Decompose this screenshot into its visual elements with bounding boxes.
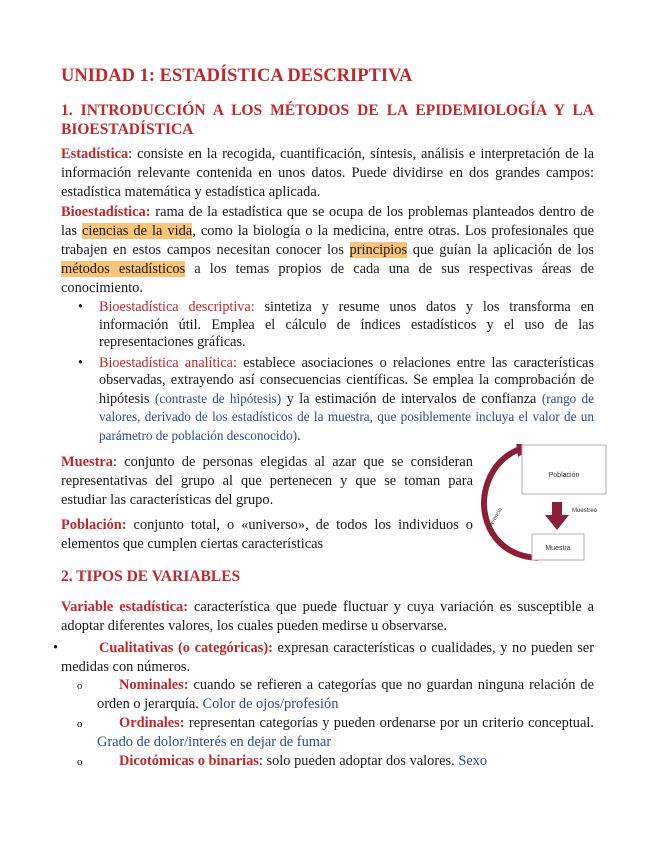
cualitativas-term: Cualitativas (o categóricas): xyxy=(99,640,273,656)
muestra-paragraph xyxy=(61,453,473,510)
bullet-text: sintetiza y resume unos datos y los transforma en información útil. Emplea el cálculo de índices estadísticos y el uso de las representaciones gráficas. xyxy=(99,299,594,350)
list-item xyxy=(61,355,594,446)
population-sample-diagram xyxy=(476,444,610,562)
bioestadistica-text-1: rama de la estadística que se ocupa de los problemas planteados dentro de las xyxy=(61,204,594,239)
bioestadistica-text-3: que guían la aplicación de los xyxy=(407,242,595,258)
sampling-arrow-shaft xyxy=(552,502,562,516)
variable-text: característica que puede fluctuar y cuya variación es susceptible a adoptar diferentes valores, los cuales pueden medirse u observarse. xyxy=(61,599,594,634)
bullet-term: Bioestadística descriptiva: xyxy=(99,299,255,315)
bullet-icon: • xyxy=(53,640,59,656)
subitem-text: representan categorías y pueden ordenarse por un criterio conceptual. xyxy=(184,715,594,731)
variable-paragraph xyxy=(61,598,594,636)
highlight-metodos-estadisticos: métodos estadísticos xyxy=(61,261,186,277)
poblacion-term: Población: xyxy=(61,517,127,533)
poblacion-box-label: Población xyxy=(548,472,580,479)
cualitativas-text: expresan características o cualidades, y no pueden ser medidas con números. xyxy=(61,640,594,675)
page-title: UNIDAD 1: ESTADÍSTICA DESCRIPTIVA xyxy=(61,66,413,86)
circle-bullet-icon: o xyxy=(77,718,83,730)
bullet-icon: • xyxy=(78,299,83,315)
circle-bullet-icon: o xyxy=(77,680,83,692)
list-item xyxy=(77,752,594,771)
estadistica-term: Estadística xyxy=(61,146,129,162)
circle-bullet-icon: o xyxy=(77,756,83,768)
highlight-ciencias-de-la-vida: ciencias de la vida xyxy=(82,223,193,239)
bioestadistica-paragraph xyxy=(61,203,594,298)
bioestadistica-term: Bioestadística: xyxy=(61,204,151,220)
section1-heading xyxy=(61,101,594,139)
subitem-example: Grado de dolor/interés en dejar de fumar xyxy=(97,734,332,750)
subitem-term: Nominales: xyxy=(119,677,189,693)
estadistica-text: : consiste en la recogida, cuantificación, síntesis, análisis e interpretación de la información relevante contenida en unos datos. Puede dividirse en dos grandes campos: estadística matemática y estadística aplicada. xyxy=(61,146,594,200)
cualitativas-item xyxy=(53,639,594,677)
section2-heading: 2. TIPOS DE VARIABLES xyxy=(61,568,241,585)
bullet-text: . xyxy=(297,427,301,444)
subitem-term: Ordinales: xyxy=(119,715,185,731)
bullet-text: y la estimación de intervalos de confianza xyxy=(281,390,542,407)
bullet-blue-note: (rango de valores, derivado de los estadísticos de la muestra, que posiblemente incluya el valor de un parámetro de población desconocido) xyxy=(99,390,594,443)
muestreo-label: Muestreo xyxy=(572,508,598,514)
subitem-text: : solo pueden adoptar dos valores. xyxy=(258,753,459,769)
subitem-text: cuando se refieren a categorías que no guardan ninguna relación de orden o jerarquía. xyxy=(97,677,594,712)
subitem-term: Dicotómicas o binarias xyxy=(119,753,259,769)
section1-heading-line1: 1. INTRODUCCIÓN A LOS MÉTODOS DE LA EPIDEMIOLOGÍA Y LA xyxy=(61,102,594,119)
estadistica-paragraph xyxy=(61,145,594,202)
poblacion-text: conjunto total, o «universo», de todos los individuos o elementos que cumplen ciertas características xyxy=(61,517,473,552)
muestra-box-label: Muestra xyxy=(545,545,571,552)
bioestadistica-text-2: , como la biología o la medicina, entre otras. Los profesionales que trabajen en estos campos necesitan conocer los xyxy=(61,223,594,258)
muestra-text: : conjunto de personas elegidas al azar que se consideran representativas del grupo al que pertenecen y que se toman para estudiar las características del grupo. xyxy=(61,454,473,508)
poblacion-box xyxy=(522,445,606,494)
subitem-example: Color de ojos/profesión xyxy=(202,696,339,712)
bioestadistica-text-4: a los temas propios de cada una de sus respectivas áreas de conocimiento. xyxy=(61,261,594,296)
muestra-term: Muestra xyxy=(61,454,113,470)
subitem-example: Sexo xyxy=(458,753,488,769)
list-item xyxy=(77,676,594,714)
variable-term: Variable estadística: xyxy=(61,599,188,615)
bullet-blue-note: (contraste de hipótesis) xyxy=(154,390,282,406)
cualitativas-paragraph xyxy=(53,639,594,677)
inferencia-label: Inferencia xyxy=(486,507,504,531)
highlight-principios: principios xyxy=(349,242,408,258)
bioestadistica-types-list xyxy=(61,299,594,445)
bullet-text: establece asociaciones o relaciones entre las características observadas, extrayendo así consecuencias científicas. Se emplea la comprobación de hipótesis xyxy=(99,354,594,407)
poblacion-paragraph xyxy=(61,516,473,554)
section1-heading-line2: BIOESTADÍSTICA xyxy=(61,121,194,138)
sampling-arrowhead-icon xyxy=(545,515,569,530)
list-item xyxy=(77,714,594,752)
cualitativas-subitems xyxy=(77,676,594,771)
list-item xyxy=(61,299,594,352)
bullet-term: Bioestadística analítica: xyxy=(99,354,237,371)
bullet-icon: • xyxy=(78,354,83,371)
